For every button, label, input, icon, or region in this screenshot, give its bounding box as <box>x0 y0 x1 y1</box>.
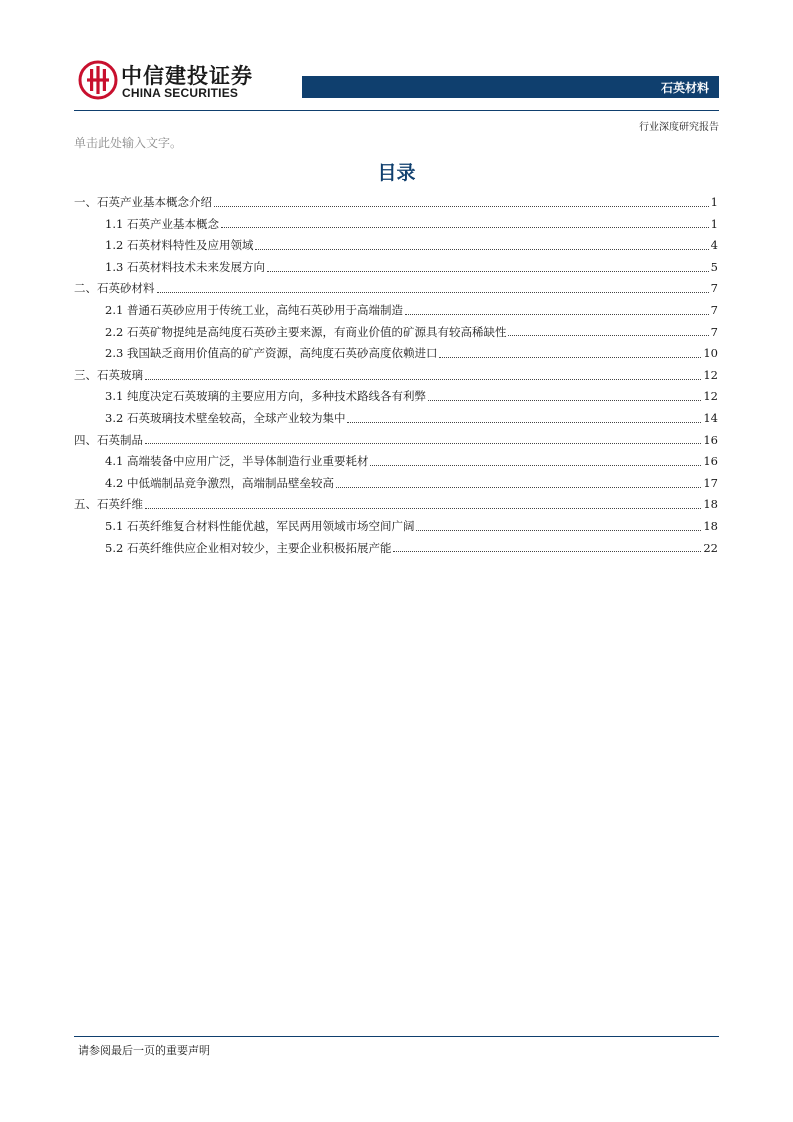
toc-subsection-entry[interactable] <box>74 451 718 473</box>
toc-leader-dots <box>267 270 709 272</box>
toc-subsection-entry[interactable] <box>74 538 718 560</box>
toc-leader-dots <box>145 442 701 444</box>
toc-page-number: 18 <box>703 518 718 533</box>
toc-leader-dots <box>145 507 701 509</box>
toc-subsection-entry[interactable] <box>74 235 718 257</box>
logo-chinese-name: 中信建投证券 <box>121 64 253 88</box>
toc-subsection-entry[interactable] <box>74 214 718 236</box>
toc-leader-dots <box>214 205 709 207</box>
toc-leader-dots <box>255 248 708 250</box>
table-of-contents <box>74 192 718 559</box>
toc-entry-title: 四、石英制品 <box>74 432 143 447</box>
toc-page-number: 12 <box>703 367 718 382</box>
china-securities-logo-icon <box>78 60 118 100</box>
section-banner-label: 石英材料 <box>660 80 709 95</box>
toc-subsection-entry[interactable] <box>74 343 718 365</box>
toc-entry-title: 4.2 中低端制品竞争激烈，高端制品壁垒较高 <box>105 475 334 490</box>
toc-entry-title: 2.3 我国缺乏商用价值高的矿产资源，高纯度石英砂高度依赖进口 <box>105 346 438 361</box>
toc-entry-title: 4.1 高端装备中应用广泛，半导体制造行业重要耗材 <box>105 454 369 469</box>
toc-page-number: 17 <box>703 475 718 490</box>
toc-section-entry[interactable] <box>74 430 718 452</box>
toc-entry-title: 1.3 石英材料技术未来发展方向 <box>105 259 265 274</box>
toc-page-number: 22 <box>703 540 718 555</box>
toc-page-number: 12 <box>703 389 718 404</box>
toc-page-number: 16 <box>703 454 718 469</box>
toc-page-number: 14 <box>703 410 718 425</box>
toc-page-number: 5 <box>710 259 718 274</box>
toc-leader-dots <box>145 378 701 380</box>
section-banner <box>302 76 719 98</box>
toc-leader-dots <box>439 356 701 358</box>
toc-leader-dots <box>336 486 701 488</box>
toc-subsection-entry[interactable] <box>74 257 718 279</box>
toc-subsection-entry[interactable] <box>74 322 718 344</box>
toc-subsection-entry[interactable] <box>74 386 718 408</box>
toc-entry-title: 一、石英产业基本概念介绍 <box>74 195 212 209</box>
toc-page-number: 4 <box>710 238 718 253</box>
toc-entry-title: 1.2 石英材料特性及应用领域 <box>105 238 254 253</box>
footer-divider <box>74 1036 719 1037</box>
toc-section-entry[interactable] <box>74 278 718 300</box>
toc-entry-title: 2.2 石英矿物提纯是高纯度石英砂主要来源，有商业价值的矿源具有较高稀缺性 <box>105 324 507 339</box>
toc-page-number: 1 <box>710 195 718 209</box>
logo-english-name: CHINA SECURITIES <box>122 86 239 100</box>
toc-page-number: 7 <box>710 281 718 296</box>
toc-subsection-entry[interactable] <box>74 473 718 495</box>
toc-page-number: 1 <box>710 216 718 231</box>
toc-entry-title: 3.1 纯度决定石英玻璃的主要应用方向，多种技术路线各有利弊 <box>105 389 426 404</box>
toc-leader-dots <box>416 529 701 531</box>
toc-entry-title: 2.1 普通石英砂应用于传统工业，高纯石英砂用于高端制造 <box>105 302 403 317</box>
toc-entry-title: 1.1 石英产业基本概念 <box>105 216 219 231</box>
toc-entry-title: 3.2 石英玻璃技术壁垒较高，全球产业较为集中 <box>105 410 346 425</box>
toc-subsection-entry[interactable] <box>74 408 718 430</box>
toc-entry-title: 5.2 石英纤维供应企业相对较少，主要企业积极拓展产能 <box>105 540 392 555</box>
toc-page-number: 7 <box>710 302 718 317</box>
toc-leader-dots <box>221 226 709 228</box>
toc-title: 目录 <box>377 162 416 184</box>
placeholder-text[interactable]: 单击此处输入文字。 <box>74 136 183 150</box>
report-type-label: 行业深度研究报告 <box>639 122 719 133</box>
toc-leader-dots <box>393 550 701 552</box>
toc-page-number: 7 <box>710 324 718 339</box>
footer-disclaimer: 请参阅最后一页的重要声明 <box>78 1044 210 1057</box>
toc-leader-dots <box>370 464 701 466</box>
toc-leader-dots <box>428 399 701 401</box>
toc-leader-dots <box>508 334 708 336</box>
toc-entry-title: 二、石英砂材料 <box>74 281 155 296</box>
toc-page-number: 18 <box>703 497 718 512</box>
toc-section-entry[interactable] <box>74 365 718 387</box>
toc-entry-title: 5.1 石英纤维复合材料性能优越，军民两用领域市场空间广阔 <box>105 518 415 533</box>
toc-section-entry[interactable] <box>74 192 718 214</box>
toc-section-entry[interactable] <box>74 494 718 516</box>
toc-entry-title: 五、石英纤维 <box>74 497 143 512</box>
toc-subsection-entry[interactable] <box>74 300 718 322</box>
toc-page-number: 10 <box>703 346 718 361</box>
toc-leader-dots <box>157 291 709 293</box>
toc-entry-title: 三、石英玻璃 <box>74 367 143 382</box>
toc-subsection-entry[interactable] <box>74 516 718 538</box>
toc-page-number: 16 <box>703 432 718 447</box>
header-divider <box>74 110 719 111</box>
toc-leader-dots <box>347 421 701 423</box>
toc-leader-dots <box>405 313 709 315</box>
